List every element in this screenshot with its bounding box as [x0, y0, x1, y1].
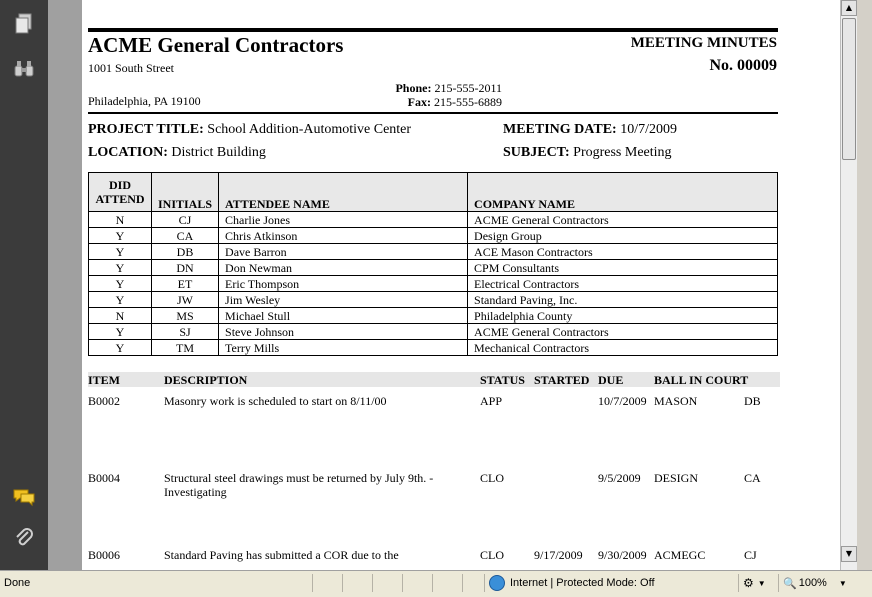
fax-label: Fax: [407, 95, 431, 109]
attendee-row [89, 244, 778, 260]
navigation-sidebar [0, 0, 49, 570]
attendee-name-cell: Steve Johnson [219, 324, 468, 340]
chevron-down-icon: ▼ [757, 578, 766, 588]
status-segment [342, 574, 372, 592]
attend-cell: Y [89, 340, 152, 356]
description-header: DESCRIPTION [164, 373, 248, 387]
status-bar [0, 570, 872, 597]
location-field [88, 145, 266, 161]
meeting-date-label: MEETING DATE: [503, 122, 617, 137]
item-status-cell: APP [480, 394, 503, 408]
subject-value: Progress Meeting [573, 145, 672, 160]
scroll-up-arrow-icon[interactable]: ▲ [841, 0, 857, 16]
initials-cell: DN [152, 260, 219, 276]
company-name-cell: ACE Mason Contractors [468, 244, 778, 260]
company-name-cell: Electrical Contractors [468, 276, 778, 292]
attend-cell: Y [89, 228, 152, 244]
item-initials-cell: DB [744, 394, 761, 408]
fax-number: 215-555-6889 [434, 95, 502, 109]
attendee-row [89, 260, 778, 276]
location-label: LOCATION: [88, 145, 168, 160]
company-name-cell: Philadelphia County [468, 308, 778, 324]
attendee-name-cell: Chris Atkinson [219, 228, 468, 244]
security-zone[interactable] [484, 574, 734, 592]
document-number: No. 00009 [709, 57, 777, 74]
globe-icon [489, 575, 505, 591]
item-status-cell: CLO [480, 548, 504, 562]
item-initials-cell: CJ [744, 548, 757, 562]
company-name-cell: ACME General Contractors [468, 324, 778, 340]
item-item-cell: B0004 [88, 471, 121, 485]
page-gutter [48, 0, 82, 570]
zoom-control[interactable] [778, 574, 868, 592]
status-header: STATUS [480, 373, 525, 387]
attend-cell: N [89, 308, 152, 324]
contact-block [382, 81, 502, 109]
item-ball-cell: MASON [654, 394, 698, 408]
company-name-cell: Mechanical Contractors [468, 340, 778, 356]
initials-cell: ET [152, 276, 219, 292]
zoom-level: 100% [798, 577, 827, 589]
initials-header: INITIALS [152, 173, 219, 212]
pages-icon[interactable] [12, 12, 36, 36]
initials-cell: CA [152, 228, 219, 244]
initials-cell: MS [152, 308, 219, 324]
item-ball-cell: ACMEGC [654, 548, 706, 562]
item-due-cell: 9/30/2009 [598, 548, 647, 562]
header-bottom-rule [88, 112, 778, 114]
chevron-down-icon: ▼ [838, 578, 847, 588]
attend-cell: N [89, 212, 152, 228]
company-name-header: COMPANY NAME [468, 173, 778, 212]
attendee-name-header: ATTENDEE NAME [219, 173, 468, 212]
started-header: STARTED [534, 373, 590, 387]
attendee-row [89, 292, 778, 308]
status-segment [432, 574, 462, 592]
did-attend-header: DID ATTEND [89, 173, 152, 212]
subject-field [503, 145, 672, 161]
status-segment [462, 574, 484, 592]
attendee-name-cell: Dave Barron [219, 244, 468, 260]
company-name-cell: ACME General Contractors [468, 212, 778, 228]
initials-cell: JW [152, 292, 219, 308]
item-description-line: Standard Paving has submitted a COR due to the [164, 548, 399, 562]
window-frame-right [857, 0, 872, 570]
attend-cell: Y [89, 324, 152, 340]
initials-cell: TM [152, 340, 219, 356]
attend-cell: Y [89, 276, 152, 292]
address-line-2: Philadelphia, PA 19100 [88, 94, 201, 108]
document-page[interactable] [82, 0, 840, 570]
security-zone-label: Internet | Protected Mode: Off [510, 577, 655, 589]
vertical-scrollbar[interactable] [840, 0, 858, 570]
attendee-row [89, 308, 778, 324]
attendee-name-cell: Don Newman [219, 260, 468, 276]
binoculars-icon[interactable] [12, 57, 36, 81]
item-description-cell [164, 471, 464, 499]
item-ball-cell: DESIGN [654, 471, 698, 485]
header-top-rule [88, 28, 778, 32]
subject-label: SUBJECT: [503, 145, 570, 160]
comments-icon[interactable] [12, 485, 36, 509]
attendee-name-cell: Terry Mills [219, 340, 468, 356]
initials-cell: DB [152, 244, 219, 260]
attendee-table [88, 172, 778, 356]
item-due-cell: 10/7/2009 [598, 394, 647, 408]
attendee-name-cell: Jim Wesley [219, 292, 468, 308]
attendee-name-cell: Charlie Jones [219, 212, 468, 228]
attendee-row [89, 212, 778, 228]
project-title-label: PROJECT TITLE: [88, 122, 204, 137]
attendee-row [89, 324, 778, 340]
item-description-line: Investigating [164, 485, 227, 499]
document-title: MEETING MINUTES [630, 35, 777, 51]
status-text: Done [4, 577, 31, 589]
location-value: District Building [171, 145, 266, 160]
item-status-cell: CLO [480, 471, 504, 485]
scroll-down-arrow-icon[interactable]: ▼ [841, 546, 857, 562]
item-description-cell [164, 394, 464, 408]
status-segment [372, 574, 402, 592]
item-due-cell: 9/5/2009 [598, 471, 641, 485]
attendee-name-cell: Eric Thompson [219, 276, 468, 292]
attendee-name-cell: Michael Stull [219, 308, 468, 324]
status-segment [402, 574, 432, 592]
attend-cell: Y [89, 292, 152, 308]
attendee-row [89, 276, 778, 292]
attendee-row [89, 228, 778, 244]
phone-number: 215-555-2011 [434, 81, 502, 95]
meeting-date-field [503, 122, 677, 138]
company-name-cell: Standard Paving, Inc. [468, 292, 778, 308]
phone-label: Phone: [395, 81, 432, 95]
meeting-date-value: 10/7/2009 [620, 122, 677, 137]
project-title-field [88, 122, 411, 138]
item-item-cell: B0006 [88, 548, 121, 562]
item-header: ITEM [88, 373, 121, 387]
items-header [88, 372, 780, 387]
item-item-cell: B0002 [88, 394, 121, 408]
due-header: DUE [598, 373, 624, 387]
ball-in-court-header: BALL IN COURT [654, 373, 749, 387]
address-line-1: 1001 South Street [88, 61, 174, 75]
item-started-cell: 9/17/2009 [534, 548, 583, 562]
company-name-cell: Design Group [468, 228, 778, 244]
initials-cell: SJ [152, 324, 219, 340]
attend-cell: Y [89, 244, 152, 260]
zoom-icon: 🔍 [783, 577, 797, 590]
item-description-line: Masonry work is scheduled to start on 8/11/00 [164, 394, 387, 408]
attendee-row [89, 340, 778, 356]
attend-cell: Y [89, 260, 152, 276]
project-title-value: School Addition-Automotive Center [207, 122, 412, 137]
initials-cell: CJ [152, 212, 219, 228]
lock-icon: ⚙ [743, 576, 754, 590]
attendee-table-header [89, 173, 778, 212]
scroll-thumb[interactable] [842, 18, 856, 160]
protected-mode-button[interactable] [738, 574, 776, 592]
status-segment [312, 574, 342, 592]
item-description-line: Structural steel drawings must be returned by July 9th. - [164, 471, 434, 485]
paperclip-icon[interactable] [12, 526, 36, 550]
item-description-cell [164, 548, 464, 562]
item-initials-cell: CA [744, 471, 761, 485]
company-name-cell: CPM Consultants [468, 260, 778, 276]
company-name: ACME General Contractors [88, 33, 344, 57]
